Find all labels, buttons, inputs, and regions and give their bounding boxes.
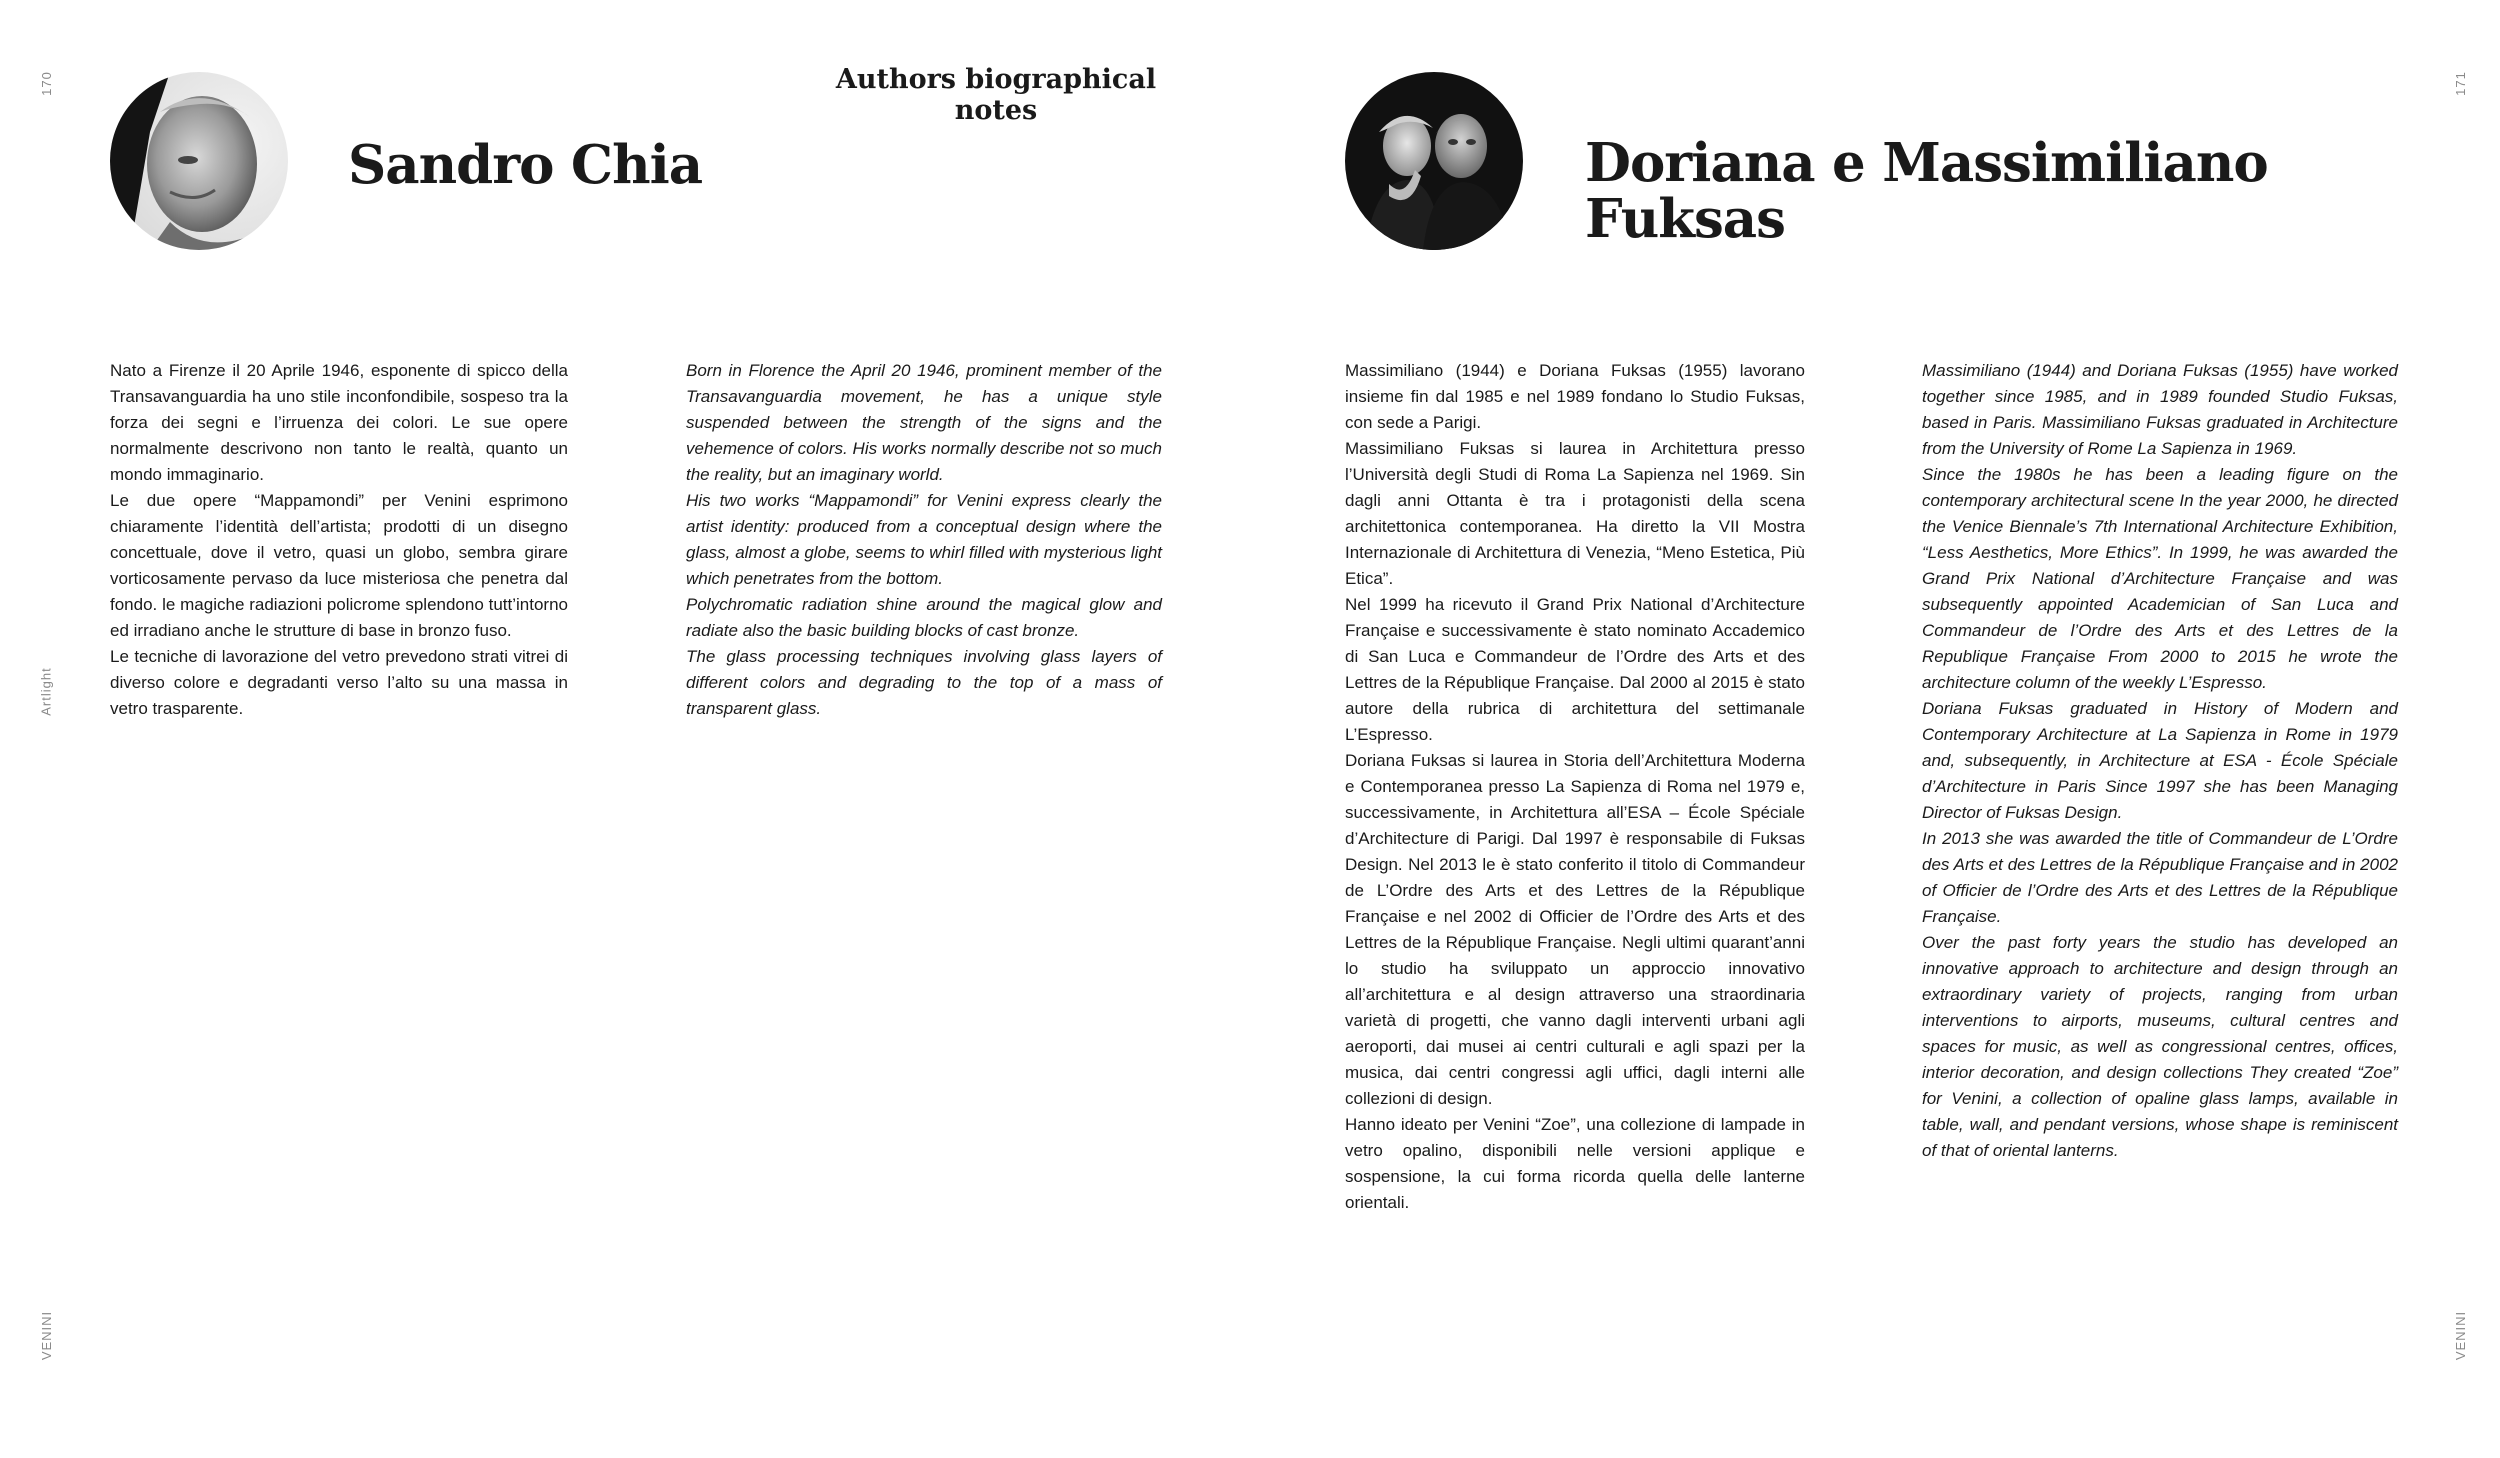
paragraph: Since the 1980s he has been a leading figure on the contemporary architectural scene In the year 2000, he directed the Venice Biennale’s 7th International Architecture Exhibition, “Less Aesthetics, More Ethics”. In 1999, he was awarded the Grand Prix National d’Architecture Française and was subsequently appointed Academician of San Luca and Commandeur de l’Ordre des Arts et des Lettres de la Republique Française From 2000 to 2015 he wrote the architecture column of the weekly L’Espresso. <box>1922 465 2398 692</box>
portrait-fuksas <box>1345 72 1523 250</box>
paragraph: Massimiliano Fuksas si laurea in Architettura presso l’Università degli Studi di Roma La Sapienza nel 1969. Sin dagli anni Ottanta è tra i protagonisti della scena architettonica contemporanea. Ha diretto la VII Mostra Internazionale di Architettura di Venezia, “Meno Estetica, Più Etica”. <box>1345 439 1805 588</box>
paragraph: Nato a Firenze il 20 Aprile 1946, esponente di spicco della Transavanguardia ha uno stile inconfondibile, sospeso tra la forza dei segni e l’irruenza dei colori. Le sue opere normalmente descrivono non tanto le realtà, quanto un mondo immaginario. <box>110 361 568 484</box>
paragraph: Le due opere “Mappamondi” per Venini esprimono chiaramente l’identità dell’artista; prodotti di un disegno concettuale, dove il vetro, quasi un globo, sembra girare vorticosamente pervaso da luce misteriosa che penetra dal fondo. le magiche radiazioni policrome splendono tutt’intorno ed irradiano anche le strutture di base in bronzo fuso. <box>110 491 568 640</box>
paragraph: Born in Florence the April 20 1946, prominent member of the Transavanguardia movement, he has a unique style suspended between the strength of the signs and the vehemence of colors. His works normally describe not so much the reality, but an imaginary world. <box>686 361 1162 484</box>
author-name-line: Doriana e Massimiliano <box>1585 132 2268 194</box>
paragraph: The glass processing techniques involving glass layers of different colors and degrading to the top of a mass of transparent glass. <box>686 647 1162 718</box>
author-name-sandro-chia: Sandro Chia <box>348 134 703 196</box>
side-brand-left: VENINI <box>39 1310 55 1361</box>
portrait-sandro-chia <box>110 72 288 250</box>
page-number-right: 171 <box>2452 71 2468 96</box>
paragraph: Doriana Fuksas graduated in History of Modern and Contemporary Architecture at La Sapienza in Rome in 1979 and, subsequently, in Architecture at ESA - École Spéciale d’Architecture in Paris Since 1997 she has been Managing Director of Fuksas Design. <box>1922 699 2398 822</box>
paragraph: Massimiliano (1944) and Doriana Fuksas (1955) have worked together since 1985, and in 1989 founded Studio Fuksas, based in Paris. Massimiliano Fuksas graduated in Architecture from the University of Rome La Sapienza in 1969. <box>1922 361 2398 458</box>
italian-bio-right <box>1345 358 1805 1216</box>
paragraph: Polychromatic radiation shine around the magical glow and radiate also the basic building blocks of cast bronze. <box>686 595 1162 640</box>
portrait-photo-icon <box>110 72 288 250</box>
side-brand-right: VENINI <box>2453 1310 2469 1361</box>
english-bio-left <box>686 358 1162 722</box>
paragraph: In 2013 she was awarded the title of Commandeur de L’Ordre des Arts et des Lettres de la République Française and in 2002 of Officier de l’Ordre des Arts et des Lettres de la République Française. <box>1922 829 2398 926</box>
paragraph: Nel 1999 ha ricevuto il Grand Prix National d’Architecture Française e successivamente è stato nominato Accademico di San Luca e Commandeur de l’Ordre des Arts et des Lettres de la République Française. Dal 2000 al 2015 è stato autore della rubrica di architettura del settimanale L’Espresso. <box>1345 595 1805 744</box>
paragraph: Over the past forty years the studio has developed an innovative approach to architecture and design through an extraordinary variety of projects, ranging from urban interventions to airports, museums, cultural centres and spaces for music, as well as congressional centres, offices, interior decoration, and design collections They created “Zoe” for Venini, a collection of opaline glass lamps, available in table, wall, and pendant versions, whose shape is reminiscent of that of oriental lanterns. <box>1922 933 2398 1160</box>
side-section-label: Artlight <box>38 667 54 716</box>
page-header-title: Authors biographical notes <box>835 64 1157 126</box>
paragraph: Hanno ideato per Venini “Zoe”, una collezione di lampade in vetro opalino, disponibili nelle versioni applique e sospensione, la cui forma ricorda quella delle lanterne orientali. <box>1345 1115 1805 1212</box>
page-number-left: 170 <box>38 71 54 96</box>
author-name-fuksas <box>1585 132 2268 250</box>
paragraph: His two works “Mappamondi” for Venini express clearly the artist identity: produced from a conceptual design where the glass, almost a globe, seems to whirl filled with mysterious light which penetrates from the bottom. <box>686 491 1162 588</box>
paragraph: Le tecniche di lavorazione del vetro prevedono strati vitrei di diverso colore e degradanti verso l’alto su una massa in vetro trasparente. <box>110 647 568 718</box>
italian-bio-left <box>110 358 568 722</box>
english-bio-right <box>1922 358 2398 1164</box>
paragraph: Massimiliano (1944) e Doriana Fuksas (1955) lavorano insieme fin dal 1985 e nel 1989 fondano lo Studio Fuksas, con sede a Parigi. <box>1345 361 1805 432</box>
paragraph: Doriana Fuksas si laurea in Storia dell’Architettura Moderna e Contemporanea presso La Sapienza di Roma nel 1979 e, successivamente, in Architettura all’ESA – École Spéciale d’Architecture di Parigi. Dal 1997 è responsabile di Fuksas Design. Nel 2013 le è stato conferito il titolo di Commandeur de L’Ordre des Arts et des Lettres de la République Française e nel 2002 di Officier de l’Ordre des Arts et des Lettres de la République Française. Negli ultimi quarant’anni lo studio ha sviluppato un approccio innovativo all’architettura e al design attraverso una straordinaria varietà di progetti, che vanno dagli interventi urbani agli aeroporti, dai musei ai centri culturali e agli spazi per la musica, dai centri congressi agli uffici, dagli interni alle collezioni di design. <box>1345 751 1805 1108</box>
portrait-photo-icon <box>1345 72 1523 250</box>
author-name-line: Fuksas <box>1585 187 1785 250</box>
